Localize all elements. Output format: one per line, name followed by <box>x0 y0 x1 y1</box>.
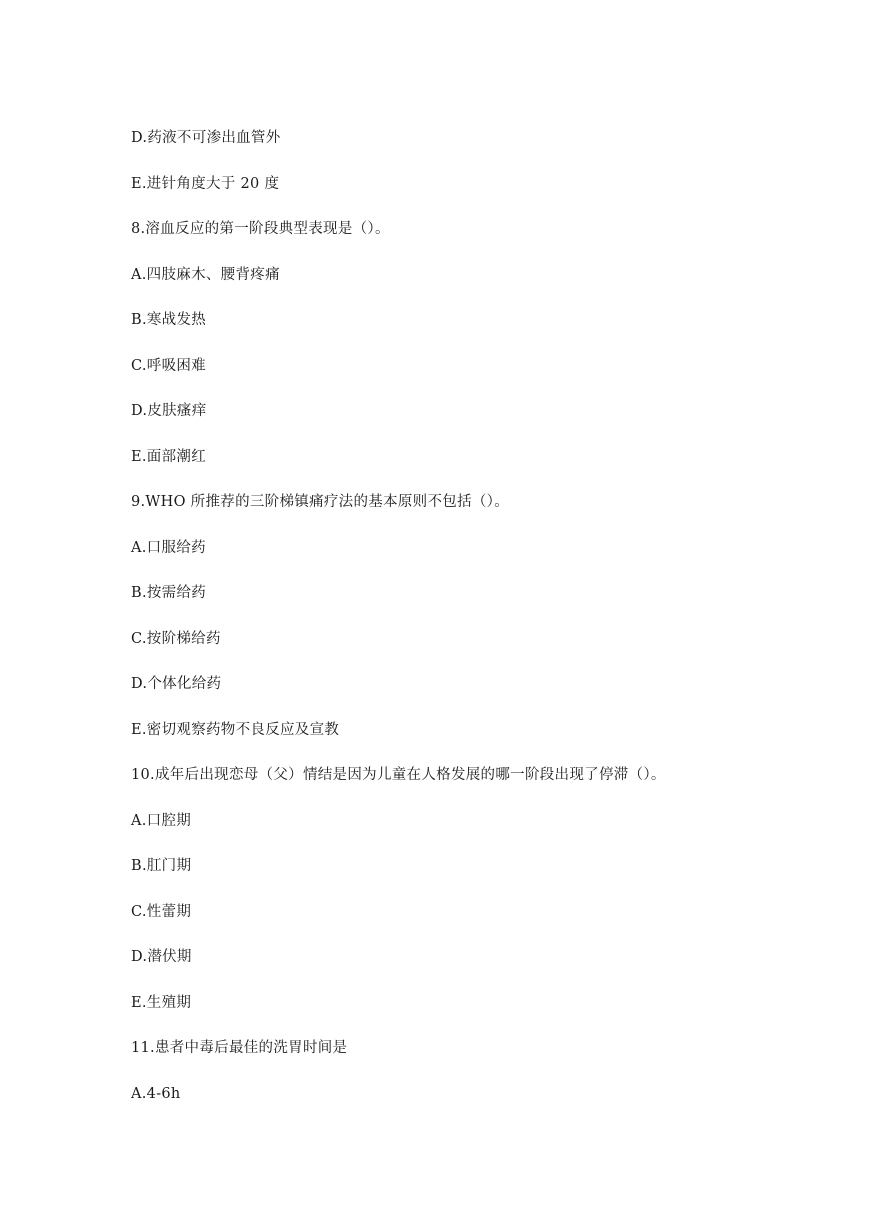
option-a-line: A.4-6h <box>131 1085 181 1102</box>
question-10: 10.成年后出现恋母（父）情结是因为儿童在人格发展的哪一阶段出现了停滞（）。 <box>131 767 666 783</box>
question-text <box>131 127 831 1128</box>
option-b-line: B.寒战发热 <box>131 312 207 328</box>
option-c-line: C.按阶梯给药 <box>131 630 221 647</box>
question-8: 8.溶血反应的第一阶段典型表现是（）。 <box>131 221 390 237</box>
option-b-line: B.肛门期 <box>131 858 192 874</box>
option-d-line: D.个体化给药 <box>131 676 222 692</box>
option-d-line: D.皮肤瘙痒 <box>131 403 207 419</box>
option-d-line: D.潜伏期 <box>131 949 192 965</box>
option-e-line: E.生殖期 <box>131 994 192 1011</box>
question-11: 11.患者中毒后最佳的洗胃时间是 <box>131 1040 348 1056</box>
option-a-line: A.四肢麻木、腰背疼痛 <box>131 266 280 283</box>
option-e-line: E.密切观察药物不良反应及宣教 <box>131 721 340 738</box>
option-d-line: D.药液不可渗出血管外 <box>131 130 281 146</box>
option-a-line: A.口服给药 <box>131 539 206 556</box>
question-9: 9.WHO 所推荐的三阶梯镇痛疗法的基本原则不包括（）。 <box>131 494 510 510</box>
option-e-line: E.进针角度大于 20 度 <box>131 175 280 192</box>
option-a-line: A.口腔期 <box>131 812 192 829</box>
option-b-line: B.按需给药 <box>131 585 207 601</box>
option-c-line: C.呼吸困难 <box>131 357 206 374</box>
option-c-line: C.性蕾期 <box>131 903 192 920</box>
option-e-line: E.面部潮红 <box>131 448 206 465</box>
